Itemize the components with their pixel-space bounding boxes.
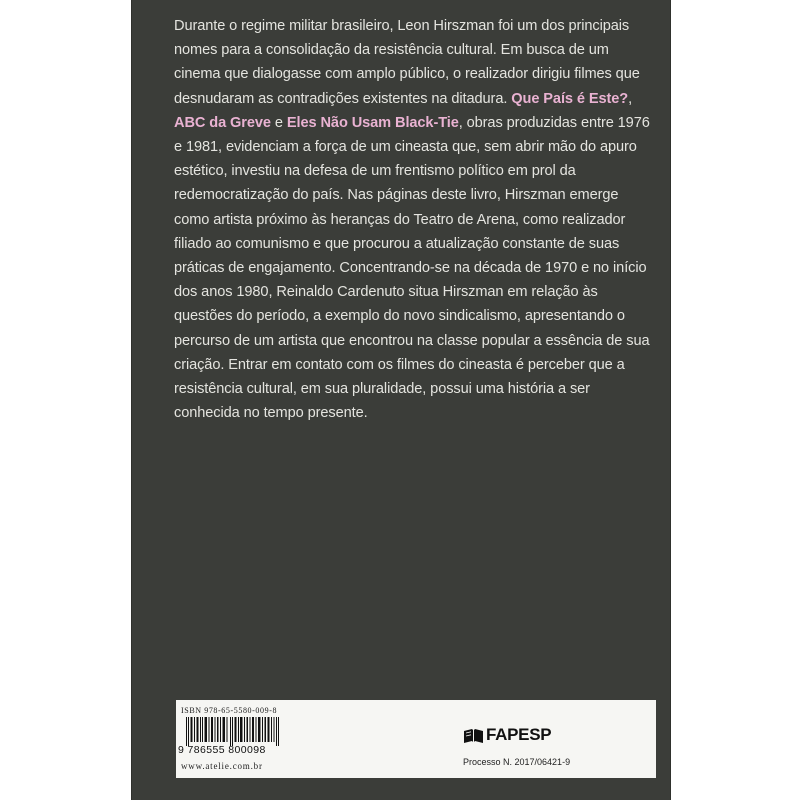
book-icon [462,728,484,744]
fapesp-wordmark: FAPESP [486,725,552,744]
blurb-part-2: , obras produzidas entre 1976 e 1981, evidenciam a força de um cineasta que, sem abrir mão do apuro estético, investiu na defesa de um frentismo político em prol da redemocratização do país. Nas páginas deste livro, Hirszman emerge como artista próximo às heranças do Teatro de Arena, como realizador filiado ao comunismo e que procurou a atualização constante de suas práticas de engajamento. Concentrando-se na década de 1970 e no início dos anos 1980, Reinaldo Cardenuto situa Hirszman em relação às questões do período, a exemplo do novo sindicalismo, apresentando o percurso de um artista que encontrou na classe popular a essência de sua criação. Entrar em contato com os filmes do cineasta é perceber que a resistência cultural, em sua pluralidade, possui uma história a ser conhecida no tempo presente. [174,114,650,422]
isbn-label: ISBN 978-65-5580-009-8 [181,706,278,715]
book-back-cover [131,0,671,800]
blurb-part-1: Durante o regime militar brasileiro, Leon Hirszman foi um dos principais nomes para a consolidação da resistência cultural. Em busca de um cinema que dialogasse com amplo público, o realizador dirigiu filmes que desnudaram as contradições existentes na ditadura. [174,18,640,107]
footer-panel [176,700,656,778]
film-title-3: Eles Não Usam Black-Tie [286,114,459,131]
film-title-2: ABC da Greve [174,114,271,131]
barcode-icon [186,717,281,746]
film-title-1: Que País é Este? [511,90,629,107]
processo-number: Processo N. 2017/06421-9 [463,757,571,767]
blurb-separator-1: , [628,90,633,107]
fapesp-logo [462,725,574,747]
barcode-number: 9 786555 800098 [178,744,266,756]
publisher-website: www.atelie.com.br [181,761,263,771]
blurb-text [174,14,654,425]
blurb-separator-2: e [274,114,283,131]
